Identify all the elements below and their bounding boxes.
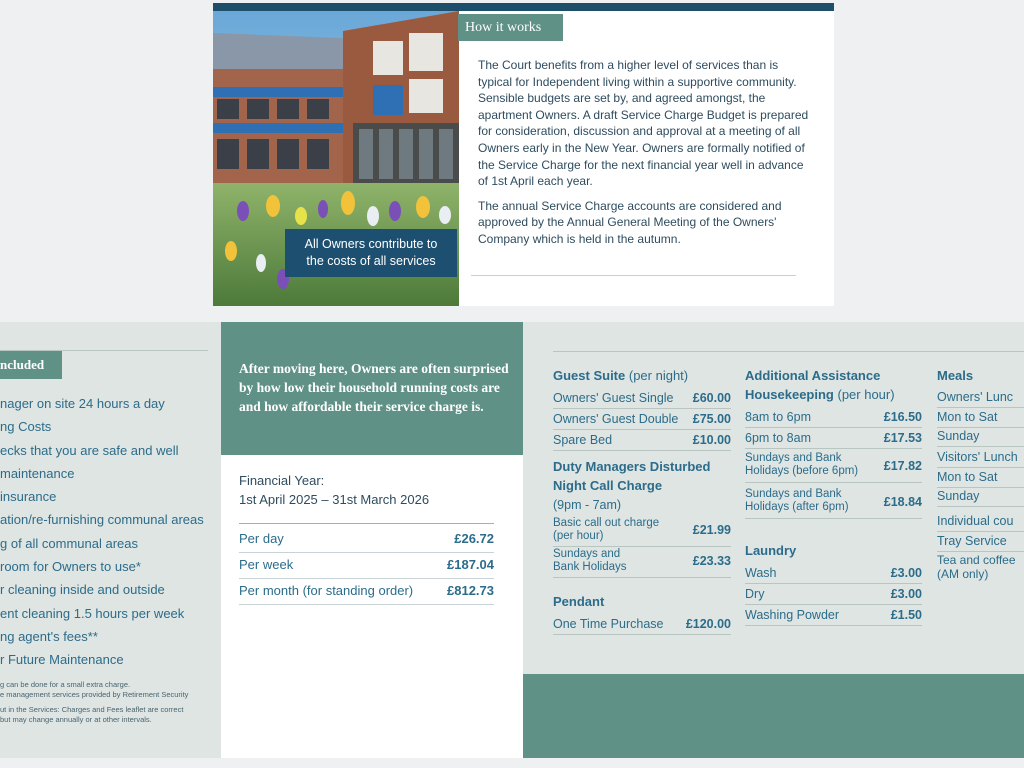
- service-charge-panel: [221, 322, 523, 758]
- meals-item-tea-coffee: [937, 553, 1016, 581]
- fee-value: £1.50: [890, 608, 922, 622]
- included-item: ent cleaning 1.5 hours per week: [0, 605, 185, 621]
- guest-suite-qualifier: (per night): [628, 368, 689, 383]
- owners-callout-line-2: the costs of all services: [306, 254, 436, 268]
- footnote-1-line-1: g can be done for a small extra charge.: [0, 680, 131, 689]
- fee-label-line-2: Holidays (after 6pm): [745, 501, 849, 513]
- fee-row-wash: [745, 563, 922, 584]
- how-it-works-paragraph-2: The annual Service Charge accounts are considered and approved by the Annual General Meeting of the Owners' Company which is held in the autumn.: [478, 198, 782, 246]
- fee-row-washing-powder: [745, 605, 922, 626]
- included-item: room for Owners to use*: [0, 559, 141, 575]
- footnote-2: [0, 705, 221, 724]
- fee-label: 6pm to 8am: [745, 431, 812, 445]
- included-services-panel: [0, 322, 221, 758]
- guest-suite-heading: [553, 368, 688, 383]
- how-it-works-tab: How it works: [458, 14, 563, 41]
- laundry-heading: Laundry: [745, 543, 797, 558]
- included-item: insurance: [0, 489, 57, 505]
- meals-item: Sunday: [937, 427, 1024, 447]
- meals-item-line-2: (AM only): [937, 567, 989, 581]
- fee-value: £60.00: [692, 391, 731, 405]
- how-it-works-panel: [213, 3, 834, 306]
- fees-divider: [553, 351, 1024, 352]
- cost-label: Per day: [239, 531, 284, 546]
- included-item: ation/re-furnishing communal areas: [0, 512, 204, 528]
- housekeeping-qualifier: (per hour): [837, 387, 895, 402]
- fee-label: Washing Powder: [745, 608, 840, 622]
- pendant-heading: Pendant: [553, 594, 605, 609]
- duty-managers-heading-line-1: Duty Managers Disturbed: [553, 459, 711, 474]
- fee-row-basic-call-out: [553, 517, 731, 547]
- included-item: r Future Maintenance: [0, 652, 124, 668]
- fee-value: £75.00: [692, 412, 731, 426]
- how-it-works-divider: [471, 275, 796, 276]
- financial-year-divider: [239, 523, 494, 524]
- fee-value: £3.00: [890, 566, 922, 580]
- included-item: r cleaning inside and outside: [0, 582, 165, 598]
- financial-year-label: Financial Year:: [239, 473, 325, 488]
- fee-value: £16.50: [883, 410, 922, 424]
- included-services-list: [0, 392, 204, 672]
- meals-item: Visitors' Lunch: [937, 448, 1024, 468]
- fee-label-line-2: (per hour): [553, 530, 604, 542]
- meals-heading: Meals: [937, 368, 974, 383]
- cost-row-per-month: [239, 578, 494, 605]
- fee-row-sundays-before-6pm: [745, 452, 922, 483]
- cost-row-per-week: [239, 552, 494, 579]
- fee-row-8am-6pm: [745, 407, 922, 428]
- fees-footer-band: [523, 674, 1024, 758]
- meals-item: Mon to Sat: [937, 468, 1024, 488]
- how-it-works-text: [478, 57, 813, 256]
- cost-label: Per month (for standing order): [239, 583, 414, 598]
- guest-suite-title: Guest Suite: [553, 368, 626, 383]
- cost-value: £187.04: [447, 557, 494, 572]
- included-tab: ncluded: [0, 351, 62, 379]
- cost-row-per-day: [239, 526, 494, 553]
- top-accent-strip: [213, 3, 834, 11]
- fee-label-line-1: Sundays and Bank: [745, 488, 842, 500]
- fee-label-line-2: Holidays (before 6pm): [745, 465, 859, 477]
- fee-label: Spare Bed: [553, 433, 613, 447]
- fee-row-spare-bed: [553, 430, 731, 451]
- owners-callout-line-1: All Owners contribute to: [304, 237, 438, 251]
- duty-managers-heading-line-2: Night Call Charge: [553, 478, 663, 493]
- footnote-1: [0, 680, 221, 699]
- fee-value: £17.82: [883, 459, 922, 473]
- fee-row-guest-double: [553, 409, 731, 430]
- footnote-2-line-2: but may change annually or at other intervals.: [0, 714, 152, 724]
- fee-label-line-1: Sundays and: [553, 548, 621, 560]
- meals-item: Mon to Sat: [937, 408, 1024, 428]
- fee-value: £10.00: [692, 433, 731, 447]
- cost-value: £26.72: [454, 531, 494, 546]
- fee-value: £120.00: [685, 617, 731, 631]
- cost-label: Per week: [239, 557, 294, 572]
- meals-item: Individual cou: [937, 512, 1024, 532]
- fee-row-pendant: [553, 614, 731, 635]
- fee-row-sundays-after-6pm: [745, 488, 922, 519]
- included-item: maintenance: [0, 465, 75, 481]
- meals-item: Owners' Lunc: [937, 388, 1024, 408]
- service-charge-intro: After moving here, Owners are often surprised by how low their household running costs are and how affordable their service charge is.: [239, 361, 509, 414]
- footnote-1-line-2: e management services provided by Retirement Security: [0, 689, 189, 699]
- fees-panel: [523, 322, 1024, 758]
- fee-row-guest-single: [553, 388, 731, 409]
- fee-label: Dry: [745, 587, 765, 601]
- included-item: ecks that you are safe and well: [0, 442, 179, 458]
- footnote-2-line-1: ut in the Services: Charges and Fees leaflet are correct: [0, 705, 184, 714]
- fee-row-6pm-8am: [745, 428, 922, 449]
- included-item: g of all communal areas: [0, 535, 139, 551]
- fee-label-line-1: Sundays and Bank: [745, 452, 842, 464]
- fee-value: £23.33: [692, 554, 731, 568]
- included-item: ng agent's fees**: [0, 628, 98, 644]
- fee-row-sundays-bank-holidays: [553, 548, 731, 578]
- included-item: nager on site 24 hours a day: [0, 396, 165, 411]
- meals-item: Sunday: [937, 487, 1024, 507]
- fee-label: 8am to 6pm: [745, 410, 812, 424]
- financial-year-range: 1st April 2025 – 31st March 2026: [239, 492, 430, 507]
- fee-value: £3.00: [890, 587, 922, 601]
- owners-contribute-callout: [285, 229, 457, 277]
- fee-label-line-1: Basic call out charge: [553, 517, 660, 529]
- fee-label: Owners' Guest Single: [553, 391, 674, 405]
- housekeeping-title: Housekeeping: [745, 387, 834, 402]
- meals-item: Tray Service: [937, 532, 1024, 552]
- fee-value: £21.99: [692, 523, 731, 537]
- meals-item-line-1: Tea and coffee: [937, 553, 1016, 567]
- fee-label: Wash: [745, 566, 777, 580]
- included-footnotes: [0, 680, 221, 730]
- housekeeping-heading: [745, 387, 895, 402]
- additional-assistance-heading: Additional Assistance: [745, 368, 881, 383]
- cost-value: £812.73: [447, 583, 494, 598]
- fee-label-line-2: Bank Holidays: [553, 561, 627, 573]
- fee-value: £17.53: [883, 431, 922, 445]
- fee-label: One Time Purchase: [553, 617, 664, 631]
- fee-label: Owners' Guest Double: [553, 412, 679, 426]
- how-it-works-paragraph-1: The Court benefits from a higher level of services than is typical for Independent living within a supportive community. Sensible budgets are set by, and agreed amongst, the apartment Owners. A draft Service Charge Budget is prepared for consideration, discussion and approval at a meeting of all Owners early in the New Year. Owners are formally notified of the Service Charge for the next financial year well in advance of 1st April each year.: [478, 58, 809, 189]
- fee-value: £18.84: [883, 495, 922, 509]
- duty-managers-hours: (9pm - 7am): [553, 498, 622, 512]
- fee-row-dry: [745, 584, 922, 605]
- included-item: ng Costs: [0, 419, 52, 435]
